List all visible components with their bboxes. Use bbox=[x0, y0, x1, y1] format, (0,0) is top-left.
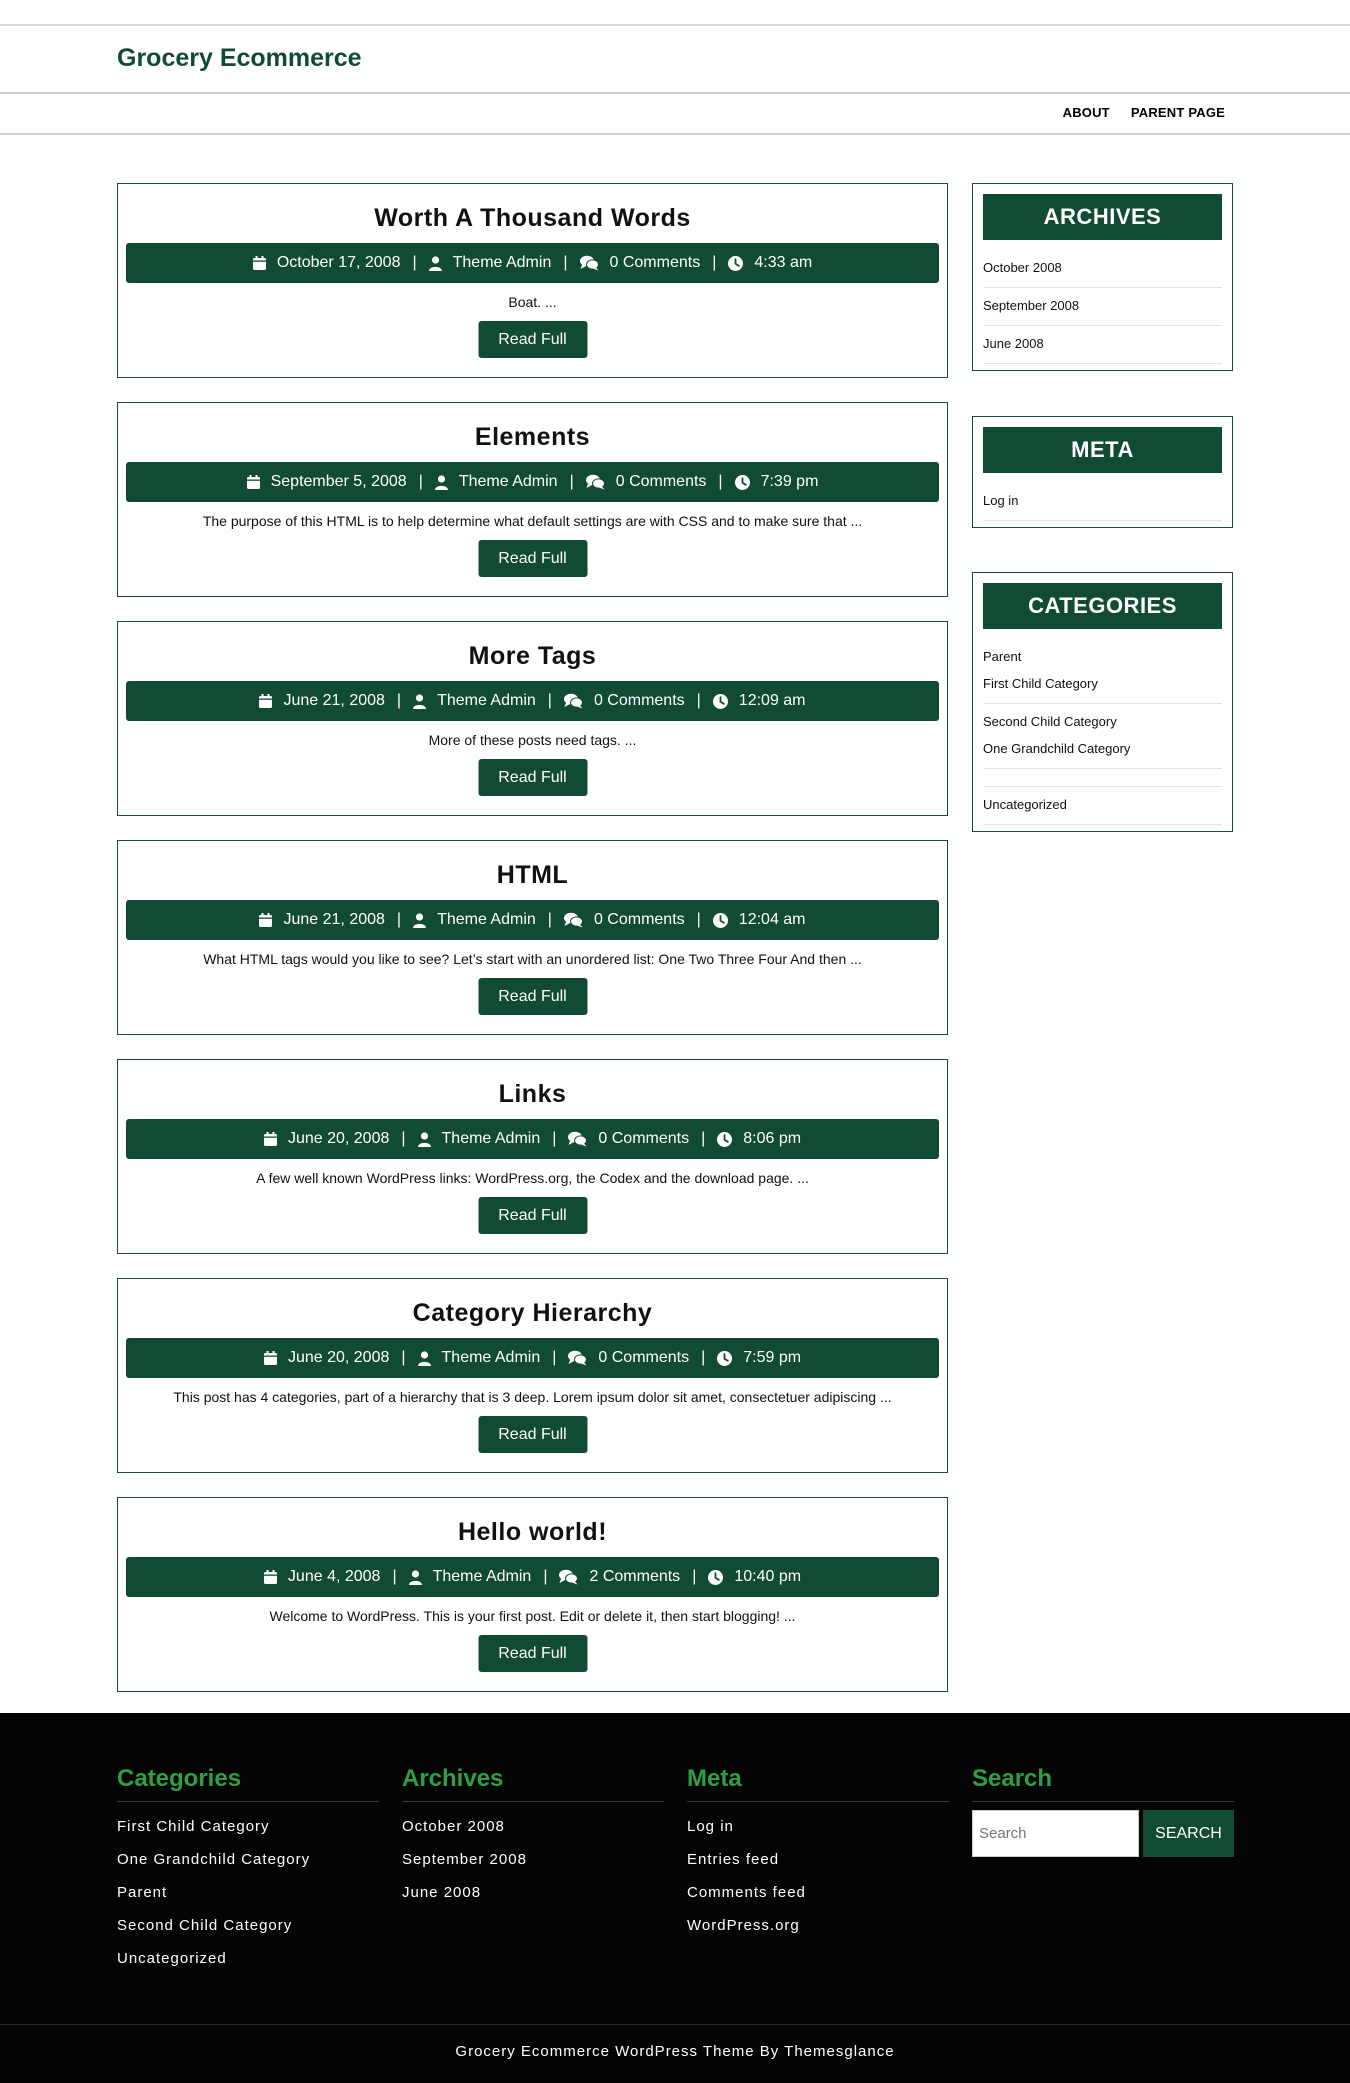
meta-separator: | bbox=[696, 911, 701, 928]
post-author[interactable] bbox=[413, 692, 536, 710]
post-meta-bar bbox=[126, 1119, 939, 1159]
meta-separator: | bbox=[547, 911, 552, 928]
post-time-text: 8:06 pm bbox=[743, 1130, 802, 1147]
archive-link[interactable]: October 2008 bbox=[983, 250, 1222, 288]
read-full-button[interactable]: Read Full bbox=[478, 978, 587, 1015]
meta-separator: | bbox=[569, 473, 574, 490]
post-time-text: 12:04 am bbox=[738, 911, 806, 928]
comments-icon bbox=[564, 693, 594, 709]
post-card bbox=[117, 1497, 948, 1692]
meta-separator: | bbox=[701, 1130, 706, 1147]
post-title[interactable]: Links bbox=[498, 1080, 567, 1108]
comments-icon bbox=[559, 1569, 589, 1585]
clock-icon bbox=[717, 1132, 743, 1147]
post-excerpt: Boat. ... bbox=[508, 294, 557, 310]
footer-meta-link[interactable]: Comments feed bbox=[687, 1884, 806, 1901]
post-comments[interactable] bbox=[568, 1130, 689, 1148]
post-excerpt: What HTML tags would you like to see? Let’s start with an unordered list: One Two Three Four And then ... bbox=[203, 951, 862, 967]
post-time-text: 7:59 pm bbox=[743, 1349, 802, 1366]
meta-separator: | bbox=[552, 1130, 557, 1147]
post-comments[interactable] bbox=[580, 254, 701, 272]
post-card bbox=[117, 840, 948, 1035]
read-full-button[interactable]: Read Full bbox=[478, 759, 587, 796]
post-comments-text: 0 Comments bbox=[598, 1130, 690, 1147]
clock-icon bbox=[717, 1351, 743, 1366]
post-author-text: Theme Admin bbox=[452, 254, 552, 271]
post-comments[interactable] bbox=[586, 473, 707, 491]
post-author[interactable] bbox=[418, 1130, 541, 1148]
meta-separator: | bbox=[563, 254, 568, 271]
post-author[interactable] bbox=[435, 473, 558, 491]
search-button[interactable]: SEARCH bbox=[1143, 1810, 1234, 1857]
user-icon bbox=[418, 1132, 442, 1147]
post-date[interactable] bbox=[247, 473, 407, 491]
post-date[interactable] bbox=[264, 1568, 381, 1586]
meta-separator: | bbox=[418, 473, 423, 490]
meta-separator: | bbox=[712, 254, 717, 271]
footer-meta bbox=[687, 1765, 949, 1950]
read-full-button[interactable]: Read Full bbox=[478, 540, 587, 577]
meta-separator: | bbox=[552, 1349, 557, 1366]
footer-meta-link[interactable]: Entries feed bbox=[687, 1851, 780, 1868]
footer-meta-title: Meta bbox=[687, 1765, 949, 1802]
meta-link-login[interactable]: Log in bbox=[983, 483, 1222, 521]
footer-archives bbox=[402, 1765, 664, 1917]
post-comments[interactable] bbox=[559, 1568, 680, 1586]
footer-meta-link[interactable]: WordPress.org bbox=[687, 1917, 800, 1934]
calendar-icon bbox=[247, 475, 271, 489]
footer-categories-title: Categories bbox=[117, 1765, 379, 1802]
post-date-text: June 4, 2008 bbox=[287, 1568, 381, 1585]
post-time-text: 12:09 am bbox=[738, 692, 806, 709]
category-link[interactable]: Parent bbox=[983, 649, 1022, 664]
user-icon bbox=[413, 694, 437, 709]
footer-category-link[interactable]: Uncategorized bbox=[117, 1950, 227, 1967]
post-comments-text: 2 Comments bbox=[589, 1568, 681, 1585]
meta-widget-title: META bbox=[983, 427, 1222, 473]
post-time bbox=[708, 1568, 801, 1586]
post-author-text: Theme Admin bbox=[437, 692, 536, 709]
post-author-text: Theme Admin bbox=[458, 473, 558, 490]
category-link[interactable]: Second Child Category bbox=[983, 714, 1117, 729]
post-meta-bar bbox=[126, 243, 939, 283]
archive-link[interactable]: September 2008 bbox=[983, 288, 1222, 326]
calendar-icon bbox=[264, 1132, 288, 1146]
search-form bbox=[972, 1810, 1234, 1857]
post-title[interactable]: Worth A Thousand Words bbox=[374, 204, 691, 232]
post-title[interactable]: Category Hierarchy bbox=[412, 1299, 653, 1327]
post-title[interactable]: More Tags bbox=[468, 642, 597, 670]
post-author[interactable] bbox=[409, 1568, 532, 1586]
post-comments-text: 0 Comments bbox=[593, 911, 685, 928]
post-title[interactable]: Hello world! bbox=[457, 1518, 608, 1546]
post-date[interactable] bbox=[259, 692, 384, 710]
category-link[interactable]: Uncategorized bbox=[983, 787, 1222, 825]
calendar-icon bbox=[259, 913, 283, 927]
comments-icon bbox=[586, 474, 616, 490]
categories-widget-title: CATEGORIES bbox=[983, 583, 1222, 629]
user-icon bbox=[418, 1351, 442, 1366]
post-author-text: Theme Admin bbox=[432, 1568, 532, 1585]
post-date[interactable] bbox=[259, 911, 384, 929]
post-meta-bar bbox=[126, 681, 939, 721]
post-comments[interactable] bbox=[564, 692, 685, 710]
post-meta-bar bbox=[126, 462, 939, 502]
footer-categories bbox=[117, 1765, 379, 1983]
post-list bbox=[117, 183, 948, 1716]
post-date-text: June 20, 2008 bbox=[287, 1349, 390, 1366]
calendar-icon bbox=[259, 694, 283, 708]
read-full-button[interactable]: Read Full bbox=[478, 1635, 587, 1672]
main-nav bbox=[1063, 105, 1225, 120]
categories-widget bbox=[972, 572, 1233, 832]
post-card bbox=[117, 1278, 948, 1473]
comments-icon bbox=[564, 912, 594, 928]
nav-bottom-divider bbox=[0, 133, 1350, 135]
post-date-text: June 20, 2008 bbox=[287, 1130, 390, 1147]
post-meta-bar bbox=[126, 1338, 939, 1378]
footer-meta-link[interactable]: Log in bbox=[687, 1818, 734, 1835]
footer-archive-link[interactable]: October 2008 bbox=[402, 1818, 505, 1835]
post-time bbox=[717, 1130, 801, 1148]
post-excerpt: The purpose of this HTML is to help determine what default settings are with CSS and to make sure that ... bbox=[202, 513, 863, 529]
user-icon bbox=[435, 475, 459, 490]
footer-archive-link[interactable]: September 2008 bbox=[402, 1851, 527, 1868]
footer-category-link[interactable]: Parent bbox=[117, 1884, 168, 1901]
calendar-icon bbox=[264, 1570, 288, 1584]
post-author-text: Theme Admin bbox=[441, 1130, 541, 1147]
post-time bbox=[713, 692, 806, 710]
post-date[interactable] bbox=[264, 1130, 389, 1148]
comments-icon bbox=[568, 1350, 598, 1366]
post-title[interactable]: HTML bbox=[496, 861, 569, 889]
comments-icon bbox=[568, 1131, 598, 1147]
user-icon bbox=[429, 256, 453, 271]
post-excerpt: More of these posts need tags. ... bbox=[428, 732, 637, 748]
read-full-button[interactable]: Read Full bbox=[478, 1416, 587, 1453]
user-icon bbox=[409, 1570, 433, 1585]
post-date-text: September 5, 2008 bbox=[270, 473, 407, 490]
header-divider bbox=[0, 92, 1350, 94]
footer-category-link[interactable]: Second Child Category bbox=[117, 1917, 293, 1934]
clock-icon bbox=[713, 913, 739, 928]
meta-separator: | bbox=[696, 692, 701, 709]
post-comments-text: 0 Comments bbox=[609, 254, 701, 271]
post-meta-bar bbox=[126, 900, 939, 940]
archives-widget-title: ARCHIVES bbox=[983, 194, 1222, 240]
post-time bbox=[713, 911, 806, 929]
meta-separator: | bbox=[692, 1568, 697, 1585]
post-time bbox=[735, 473, 819, 491]
post-card bbox=[117, 1059, 948, 1254]
meta-separator: | bbox=[543, 1568, 548, 1585]
footer-category-link[interactable]: One Grandchild Category bbox=[117, 1851, 311, 1868]
footer-archive-link[interactable]: June 2008 bbox=[402, 1884, 482, 1901]
site-title[interactable]: Grocery Ecommerce bbox=[117, 44, 362, 72]
meta-separator: | bbox=[718, 473, 723, 490]
post-card bbox=[117, 402, 948, 597]
clock-icon bbox=[713, 694, 739, 709]
meta-separator: | bbox=[396, 692, 402, 709]
comments-icon bbox=[580, 255, 610, 271]
post-card bbox=[117, 621, 948, 816]
read-full-button[interactable]: Read Full bbox=[478, 321, 587, 358]
post-date[interactable] bbox=[264, 1349, 389, 1367]
post-date-text: October 17, 2008 bbox=[276, 254, 401, 271]
meta-separator: | bbox=[401, 1130, 406, 1147]
category-link[interactable]: First Child Category bbox=[983, 670, 1222, 704]
meta-separator: | bbox=[412, 254, 417, 271]
category-divider bbox=[983, 769, 1222, 787]
post-card bbox=[117, 183, 948, 378]
nav-item-about[interactable]: ABOUT bbox=[1062, 105, 1110, 120]
copyright-text: Grocery Ecommerce WordPress Theme By Themesglance bbox=[455, 2043, 895, 2060]
post-author-text: Theme Admin bbox=[437, 911, 536, 928]
post-comments-text: 0 Comments bbox=[598, 1349, 690, 1366]
archives-widget bbox=[972, 183, 1233, 371]
footer-search bbox=[972, 1765, 1234, 1857]
post-author[interactable] bbox=[429, 254, 552, 272]
meta-widget bbox=[972, 416, 1233, 528]
clock-icon bbox=[708, 1570, 734, 1585]
user-icon bbox=[413, 913, 437, 928]
post-time bbox=[728, 254, 812, 272]
post-time-text: 10:40 pm bbox=[734, 1568, 802, 1585]
footer-divider bbox=[0, 2024, 1350, 2025]
calendar-icon bbox=[253, 256, 277, 270]
post-comments[interactable] bbox=[564, 911, 685, 929]
footer-search-title: Search bbox=[972, 1765, 1234, 1802]
meta-separator: | bbox=[547, 692, 552, 709]
clock-icon bbox=[735, 475, 761, 490]
post-time-text: 7:39 pm bbox=[760, 473, 819, 490]
post-author[interactable] bbox=[413, 911, 536, 929]
meta-separator: | bbox=[401, 1349, 406, 1366]
header-top-divider bbox=[0, 24, 1350, 26]
post-title[interactable]: Elements bbox=[474, 423, 591, 451]
category-link[interactable]: One Grandchild Category bbox=[983, 735, 1222, 769]
nav-item-parent-page[interactable]: PARENT PAGE bbox=[1130, 105, 1225, 120]
read-full-button[interactable]: Read Full bbox=[478, 1197, 587, 1234]
footer bbox=[0, 1713, 1350, 2083]
clock-icon bbox=[728, 256, 754, 271]
post-date-text: June 21, 2008 bbox=[283, 692, 385, 709]
post-comments[interactable] bbox=[568, 1349, 689, 1367]
post-date[interactable] bbox=[253, 254, 401, 272]
meta-separator: | bbox=[396, 911, 402, 928]
post-time bbox=[717, 1349, 801, 1367]
post-meta-bar bbox=[126, 1557, 939, 1597]
post-excerpt: This post has 4 categories, part of a hierarchy that is 3 deep. Lorem ipsum dolor sit amet, consectetuer adipiscing ... bbox=[173, 1389, 892, 1405]
meta-separator: | bbox=[701, 1349, 706, 1366]
footer-category-link[interactable]: First Child Category bbox=[117, 1818, 270, 1835]
post-author-text: Theme Admin bbox=[441, 1349, 541, 1366]
calendar-icon bbox=[264, 1351, 288, 1365]
search-input[interactable] bbox=[972, 1810, 1139, 1857]
post-author[interactable] bbox=[418, 1349, 541, 1367]
meta-separator: | bbox=[392, 1568, 397, 1585]
post-comments-text: 0 Comments bbox=[593, 692, 685, 709]
post-date-text: June 21, 2008 bbox=[283, 911, 385, 928]
post-comments-text: 0 Comments bbox=[615, 473, 707, 490]
footer-archives-title: Archives bbox=[402, 1765, 664, 1802]
post-excerpt: Welcome to WordPress. This is your first post. Edit or delete it, then start blogging! ... bbox=[269, 1608, 796, 1624]
post-time-text: 4:33 am bbox=[754, 254, 813, 271]
archive-link[interactable]: June 2008 bbox=[983, 326, 1222, 364]
post-excerpt: A few well known WordPress links: WordPress.org, the Codex and the download page. ... bbox=[256, 1170, 809, 1186]
